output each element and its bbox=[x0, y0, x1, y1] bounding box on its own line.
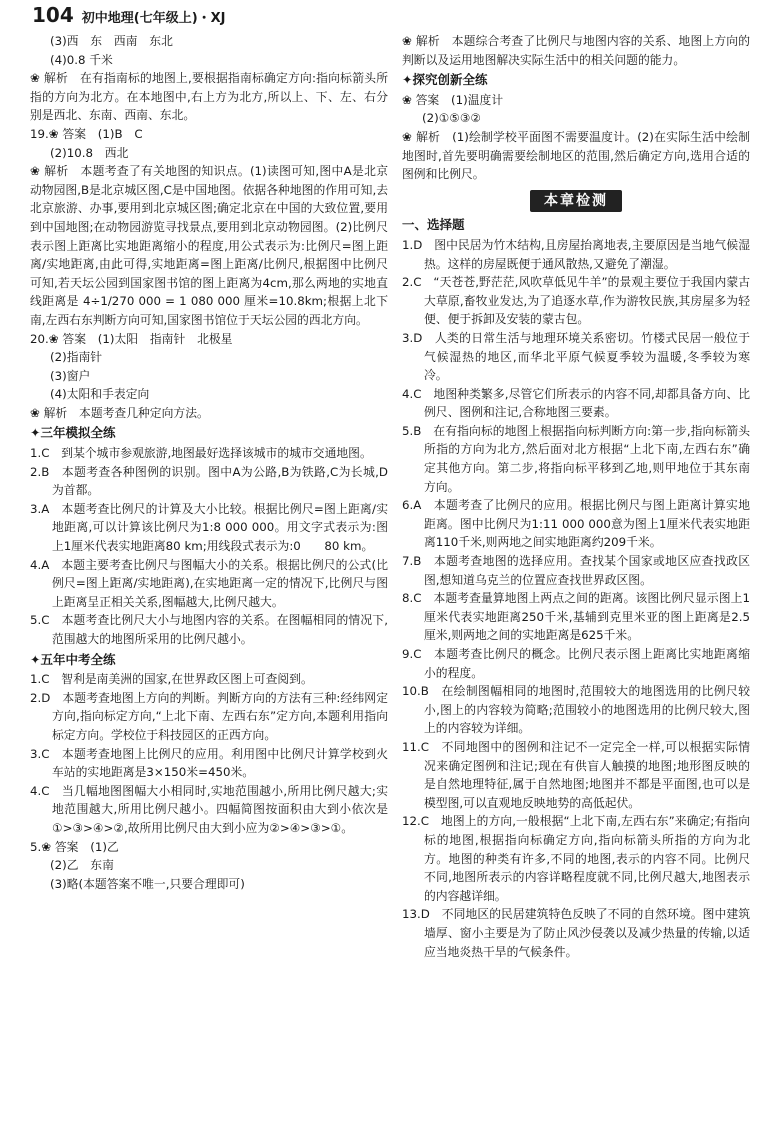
answer-paragraph: 1.C 到某个城市参观旅游,地图最好选择该城市的城市交通地图。 bbox=[30, 446, 372, 461]
answer-paragraph: ❀ 答案 (1)温度计 bbox=[402, 92, 504, 107]
answer-paragraph: (2)①⑤③② bbox=[422, 111, 482, 126]
left-column bbox=[30, 32, 388, 893]
section-heading: ✦探究创新全练 bbox=[402, 72, 488, 88]
page-header bbox=[32, 3, 226, 28]
answer-paragraph: 13.D 不同地区的民居建筑特色反映了不同的自然环境。图中建筑墙厚、窗小主要是为了防止风沙侵袭以及减少热量的传输,以适应当地炎热干旱的气候条件。 bbox=[402, 907, 750, 959]
answer-paragraph: 3.C 本题考查地图上比例尺的应用。利用图中比例尺计算学校到火车站的实地距离是3×150米=450米。 bbox=[30, 746, 388, 780]
answer-paragraph: (2)乙 东南 bbox=[50, 858, 114, 873]
answer-paragraph: ❀ 解析 本题考查了有关地图的知识点。(1)读图可知,图中A是北京动物园图,B是北京城区图,C是中国地图。依据各种地图的作用可知,去北京旅游、办事,要用到北京城区图;确定北京在中国的大致位置,要用到中国地图;在动物园游览寻找景点,要用到北京动物园图。(2)比例尺表示图上距离比实地距离缩小的程度,用公式表示为:比例尺=图上距离/实地距离,由此可得,实地距离=图上距离/比例尺,根据图中比例尺可知,若天坛公园到国家图书馆的图上距离为4cm,那么两地的实地直线距离是 4÷1/270 000 = 1 080 000 厘米=10.8km;根据上北下南,左西右东判断方向可知,国家图书馆位于天坛公园的西北方向。 bbox=[30, 164, 388, 327]
answer-paragraph: (2)指南针 bbox=[50, 350, 103, 365]
book-title: 初中地理(七年级上)・XJ bbox=[81, 11, 226, 26]
answer-paragraph: 2.C “天苍苍,野茫茫,风吹草低见牛羊”的景观主要位于我国内蒙古大草原,畜牧业发达,为了追逐水草,作为游牧民族,其房屋多为轻便、便于拆卸及安装的蒙古包。 bbox=[402, 275, 750, 327]
page-number: 104 bbox=[32, 3, 74, 27]
answer-paragraph: (3)西 东 西南 东北 bbox=[50, 34, 173, 48]
answer-paragraph: 4.C 当几幅地图图幅大小相同时,实地范围越小,所用比例尺越大;实地范围越大,所用比例尺越小。四幅简图按面积由大到小依次是①>③>④>②,故所用比例尺由大到小应为②>④>③>①。 bbox=[30, 783, 388, 835]
answer-paragraph: (2)10.8 西北 bbox=[50, 145, 129, 160]
answer-paragraph: 12.C 地图上的方向,一般根据“上北下南,左西右东”来确定;有指向标的地图,根据指向标确定方向,指向标箭头所指的方向为北方。地图的种类有许多,不同的地图,表示的内容不同。比例尺不同,地图所表示的内容详略程度就不同,比例尺越大,地图表示的内容越详细。 bbox=[402, 814, 750, 903]
answer-paragraph: ❀ 解析 本题综合考查了比例尺与地图内容的关系、地图上方向的判断以及运用地图解决实际生活中的相关问题的能力。 bbox=[402, 34, 750, 67]
chapter-title: 本章检测 bbox=[530, 190, 622, 213]
answer-paragraph: 2.B 本题考查各种图例的识别。图中A为公路,B为铁路,C为长城,D为首都。 bbox=[30, 464, 388, 498]
answer-paragraph: (3)窗户 bbox=[50, 368, 91, 383]
answer-paragraph: 8.C 本题考查量算地图上两点之间的距离。该图比例尺显示图上1厘米代表实地距离250千米,基辅到克里米亚的图上距离是2.5厘米,则两地之间的实地距离是625千米。 bbox=[402, 591, 750, 643]
answer-paragraph: 10.B 在绘制图幅相同的地图时,范围较大的地图选用的比例尺较小,图上的内容较为简略;范围较小的地图选用的比例尺较大,图上的内容较为详细。 bbox=[402, 684, 750, 736]
answer-paragraph: ❀ 解析 在有指南标的地图上,要根据指南标确定方向:指向标箭头所指的方向为北方。在本地图中,右上方为北方,所以上、下、左、右分别是西北、东南、西南、东北。 bbox=[30, 71, 388, 123]
section-heading: ✦三年模拟全练 bbox=[30, 425, 116, 441]
answer-paragraph: 4.A 本题主要考查比例尺与图幅大小的关系。根据比例尺的公式(比例尺=图上距离/实地距离),在实地距离一定的情况下,比例尺与图上距离呈正相关关系,图幅越大,比例尺越大。 bbox=[30, 557, 388, 609]
answer-paragraph: 5.C 本题考查比例尺大小与地图内容的关系。在图幅相同的情况下,范围越大的地图所采用的比例尺越小。 bbox=[30, 613, 388, 646]
answer-paragraph: (4)0.8 千米 bbox=[50, 52, 113, 67]
answer-paragraph: (3)略(本题答案不唯一,只要合理即可) bbox=[50, 876, 245, 891]
answer-paragraph: 4.C 地图种类繁多,尽管它们所表示的内容不同,却都具备方向、比例尺、图例和注记,合称地图三要素。 bbox=[402, 386, 750, 420]
chapter-banner bbox=[402, 190, 750, 213]
answer-paragraph: (4)太阳和手表定向 bbox=[50, 387, 150, 402]
section-heading: ✦五年中考全练 bbox=[30, 651, 116, 667]
answer-paragraph: 5.B 在有指向标的地图上根据指向标判断方向:第一步,指向标箭头所指的方向为北方,然后面对北方根据“上北下南,左西右东”确定其他方向。第二步,将指向标平移到乙地,则甲地位于其东南方向。 bbox=[402, 423, 750, 494]
answer-paragraph: 20.❀ 答案 (1)太阳 指南针 北极星 bbox=[30, 331, 233, 346]
answer-paragraph: 6.A 本题考查了比例尺的应用。根据比例尺与图上距离计算实地距离。图中比例尺为1:11 000 000意为图上1厘米代表实地距离110千米,则两地之间实地距离约209千米。 bbox=[402, 498, 750, 550]
answer-paragraph: 3.A 本题考查比例尺的计算及大小比较。根据比例尺=图上距离/实地距离,可以计算该比例尺为1:8 000 000。用文字式表示为:图上1厘米代表实地距离80 km;用线段式表示为:0 80 km。 bbox=[30, 501, 388, 554]
answer-paragraph: 7.B 本题考查地图的选择应用。查找某个国家或地区应查找政区图,想知道乌克兰的位置应查找世界政区图。 bbox=[402, 554, 750, 587]
section-heading: 一、选择题 bbox=[402, 217, 465, 233]
answer-paragraph: 1.C 智利是南美洲的国家,在世界政区图上可查阅到。 bbox=[30, 672, 313, 687]
answer-paragraph: 11.C 不同地图中的图例和注记不一定完全一样,可以根据实际情况来确定图例和注记;现在有供盲人触摸的地图;地形图反映的是自然地理特征,属于自然地图;地图并不都是平面图,也可以是模型图,可以直观地反映地势的高低起伏。 bbox=[402, 739, 750, 810]
answer-paragraph: 3.D 人类的日常生活与地理环境关系密切。竹楼式民居一般位于气候湿热的地区,而华北平原气候夏季较为温暖,冬季较为寒冷。 bbox=[402, 330, 750, 383]
answer-paragraph: 9.C 本题考查比例尺的概念。比例尺表示图上距离比实地距离缩小的程度。 bbox=[402, 647, 750, 680]
answer-paragraph: 2.D 本题考查地图上方向的判断。判断方向的方法有三种:经纬网定方向,指向标定方向,“上北下南、左西右东”定方向,本题利用指向标定方向。学校位于科技园区的正西方向。 bbox=[30, 690, 388, 742]
answer-paragraph: 5.❀ 答案 (1)乙 bbox=[30, 839, 119, 854]
right-column bbox=[402, 32, 750, 961]
answer-paragraph: 1.D 图中民居为竹木结构,且房屋抬离地表,主要原因是当地气候湿热。这样的房屋既便于通风散热,又避免了潮湿。 bbox=[402, 237, 750, 271]
answer-paragraph: ❀ 解析 本题考查几种定向方法。 bbox=[30, 405, 209, 420]
answer-paragraph: ❀ 解析 (1)绘制学校平面图不需要温度计。(2)在实际生活中绘制地图时,首先要明确需要绘制地区的范围,然后确定方向,选用合适的图例和比例尺。 bbox=[402, 129, 750, 182]
answer-paragraph: 19.❀ 答案 (1)B C bbox=[30, 126, 143, 141]
